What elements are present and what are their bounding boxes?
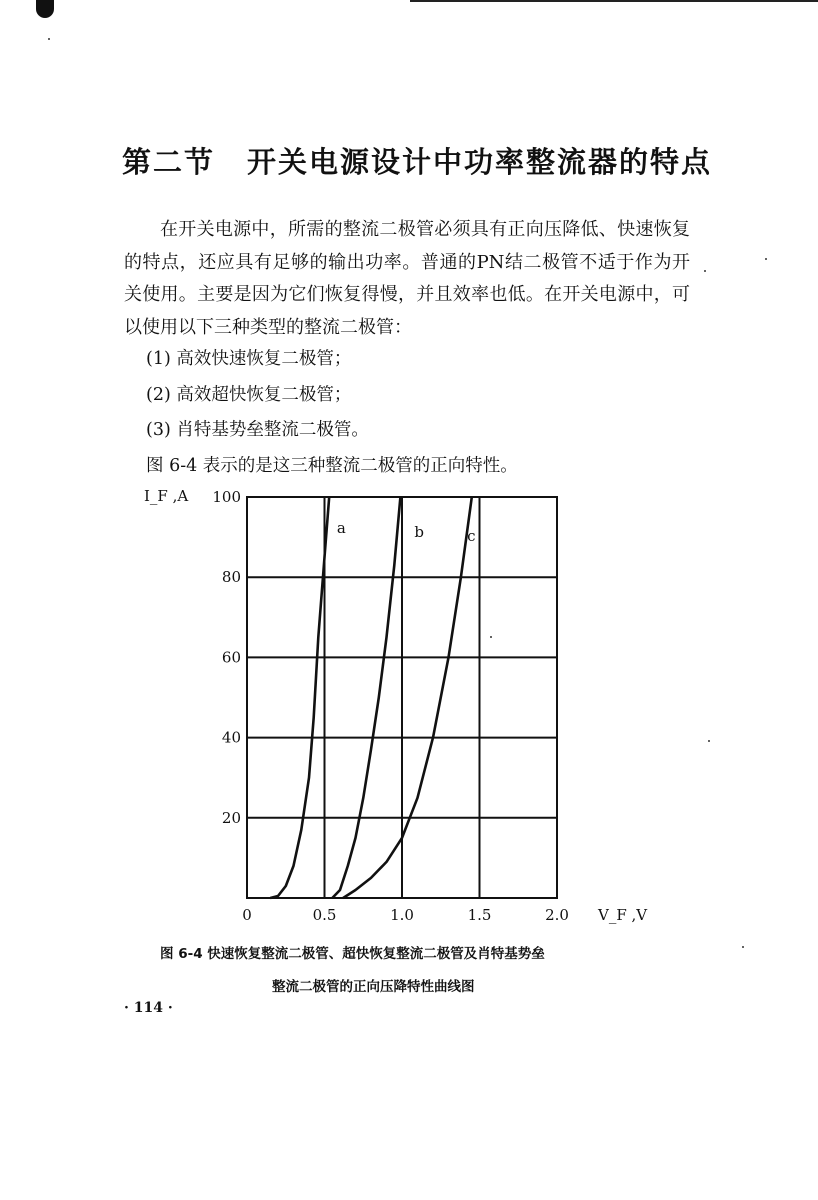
scan-speck [708, 740, 710, 742]
curve-label-a: a [336, 519, 346, 538]
curve-c [343, 497, 472, 898]
caption-line-1: 图 6-4 快速恢复整流二极管、超快恢复整流二极管及肖特基势垒 [160, 946, 545, 962]
body-paragraph: 在开关电源中，所需的整流二极管必须具有正向压降低、快速恢复的特点，还应具有足够的输出功率。普通的PN结二极管不适于作为开关使用。主要是因为它们恢复得慢，并且效率也低。在开关电源中，可以使用以下三种类型的整流二极管： [124, 219, 690, 338]
list-item: (3) 肖特基势垒整流二极管。 [146, 420, 369, 440]
forward-characteristic-chart [130, 478, 690, 938]
y-tick-label: 100 [212, 488, 241, 506]
y-tick-label: 20 [221, 808, 241, 827]
x-tick-label: 0.5 [312, 906, 337, 924]
y-tick-label: 60 [221, 648, 241, 667]
section-heading [122, 140, 712, 181]
chart-curves [270, 497, 472, 898]
y-tick-label: 80 [221, 568, 241, 587]
y-axis-label: I_F ,A [144, 487, 189, 505]
x-axis-label: V_F ,V [598, 906, 648, 924]
y-tick-label: 40 [221, 728, 241, 747]
caption-line-2: 整流二极管的正向压降特性曲线图 [272, 979, 475, 995]
curve-a [270, 497, 329, 898]
list-item: (2) 高效超快恢复二极管； [146, 384, 352, 405]
section-title: 开关电源设计中功率整流器的特点 [247, 145, 713, 179]
scan-speck [48, 38, 50, 40]
figure-caption [160, 938, 660, 1004]
section-number: 第二节 [122, 145, 216, 179]
scan-speck [742, 946, 744, 948]
curve-label-c: c [467, 527, 476, 546]
scan-speck [704, 270, 706, 272]
page-number: · 114 · [124, 1000, 173, 1016]
header-rule [410, 0, 818, 2]
diode-type-list [146, 342, 518, 484]
x-tick-label: 0 [242, 906, 252, 924]
list-item: (1) 高效快速恢复二极管； [146, 349, 352, 369]
x-tick-label: 1.0 [390, 906, 414, 924]
figure-reference: 图 6-4 表示的是这三种整流二极管的正向特性。 [146, 455, 518, 476]
ink-blot [36, 0, 54, 18]
scan-speck [765, 258, 767, 260]
curve-b [332, 497, 400, 898]
x-tick-label: 2.0 [545, 906, 569, 924]
scan-speck [490, 636, 492, 638]
x-tick-label: 1.5 [467, 906, 492, 924]
curve-label-b: b [414, 523, 425, 542]
